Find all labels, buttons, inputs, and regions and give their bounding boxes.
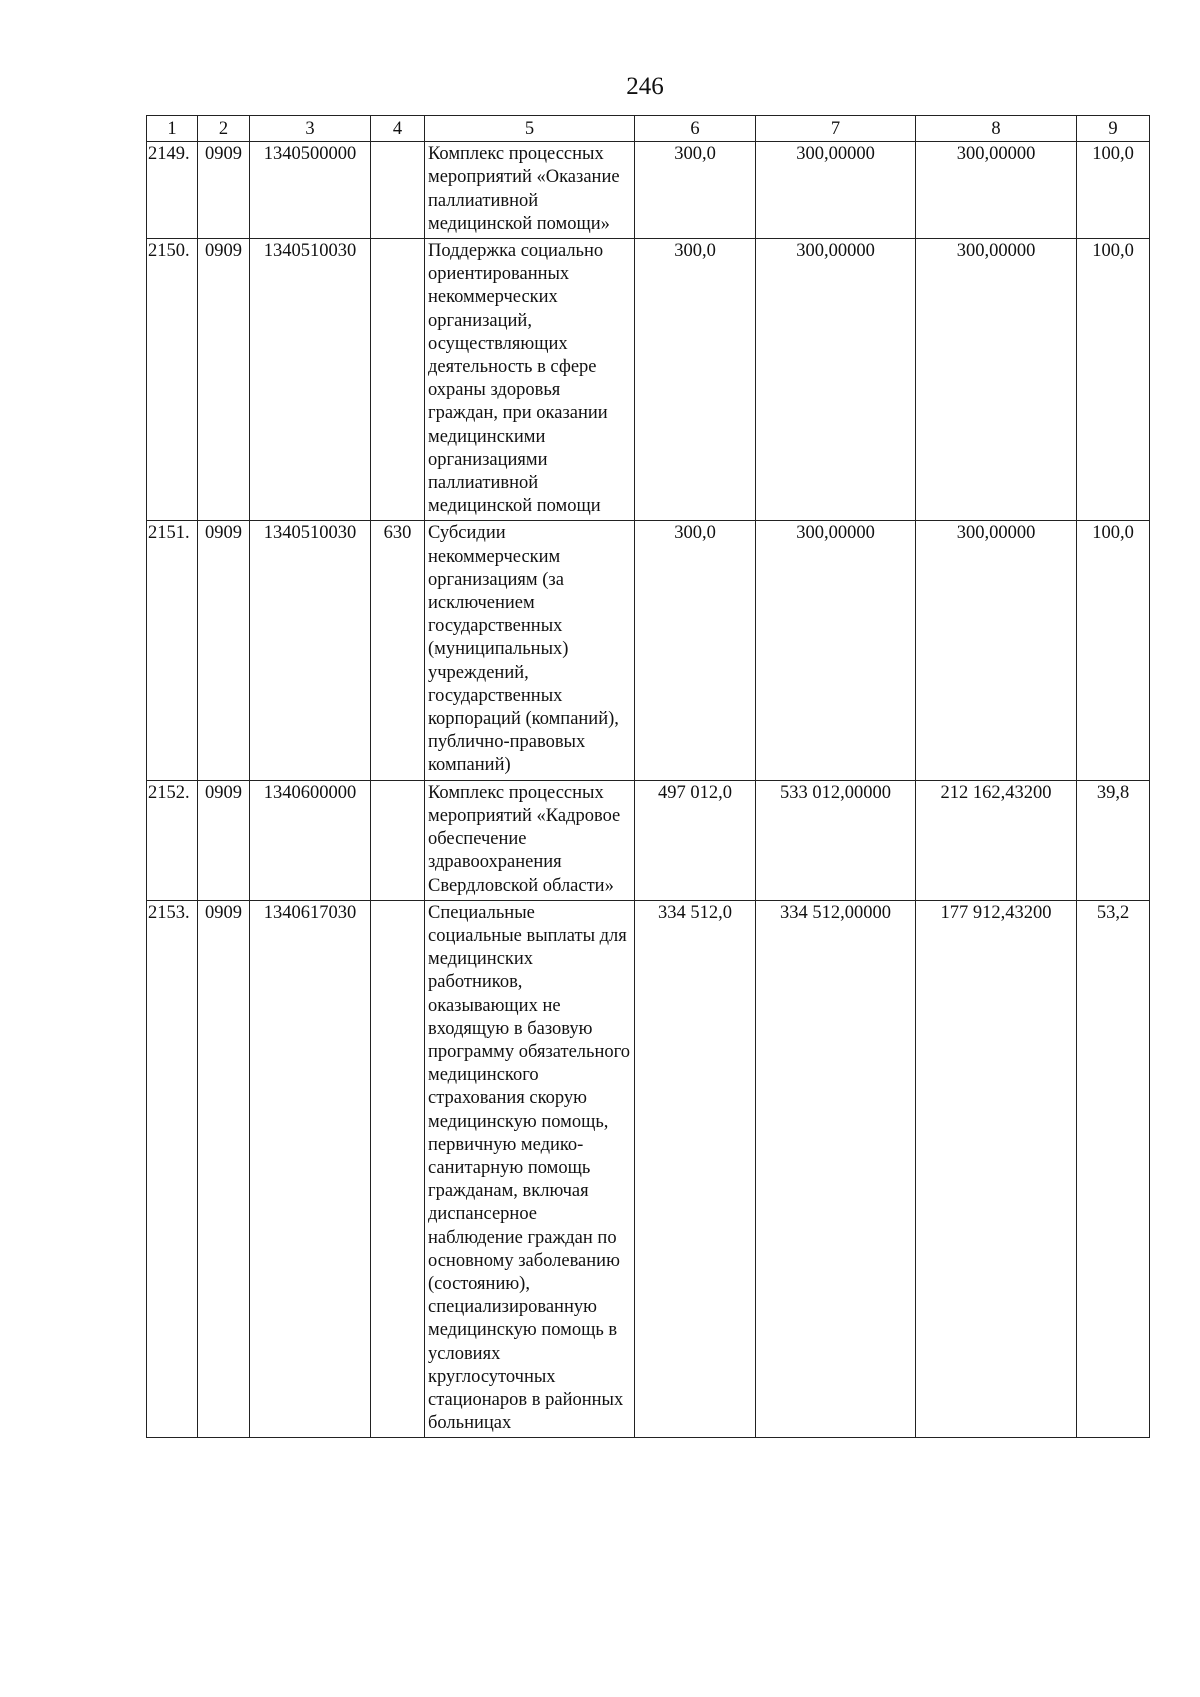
column-header-6: 6 [635, 116, 756, 142]
target-code: 1340617030 [250, 900, 371, 1438]
column-header-5: 5 [425, 116, 635, 142]
value-col6: 300,0 [635, 142, 756, 239]
column-header-4: 4 [371, 116, 425, 142]
row-number: 2152. [147, 780, 198, 900]
item-name: Комплекс процессных мероприятий «Оказание паллиативной медицинской помощи» [425, 142, 635, 239]
column-header-9: 9 [1077, 116, 1150, 142]
section-code: 0909 [198, 239, 250, 521]
item-name: Поддержка социально ориентированных некоммерческих организаций, осуществляющих деятельность в сфере охраны здоровья граждан, при оказании медицинскими организациями паллиативной медицинской помощи [425, 239, 635, 521]
value-col6: 300,0 [635, 239, 756, 521]
value-col9: 100,0 [1077, 521, 1150, 780]
value-col6: 300,0 [635, 521, 756, 780]
value-col6: 334 512,0 [635, 900, 756, 1438]
expense-kind-code [371, 142, 425, 239]
value-col6: 497 012,0 [635, 780, 756, 900]
row-number: 2150. [147, 239, 198, 521]
table-row [147, 521, 1150, 780]
expense-kind-code [371, 780, 425, 900]
table-row [147, 900, 1150, 1438]
value-col7: 300,00000 [756, 239, 916, 521]
expense-kind-code: 630 [371, 521, 425, 780]
column-header-1: 1 [147, 116, 198, 142]
item-name: Комплекс процессных мероприятий «Кадровое обеспечение здравоохранения Свердловской области» [425, 780, 635, 900]
value-col9: 53,2 [1077, 900, 1150, 1438]
row-number: 2151. [147, 521, 198, 780]
target-code: 1340510030 [250, 239, 371, 521]
value-col8: 177 912,43200 [916, 900, 1077, 1438]
row-number: 2153. [147, 900, 198, 1438]
table-row [147, 239, 1150, 521]
item-name: Субсидии некоммерческим организациям (за исключением государственных (муниципальных) учреждений, государственных корпораций (компаний), публично-правовых компаний) [425, 521, 635, 780]
table-row [147, 780, 1150, 900]
section-code: 0909 [198, 521, 250, 780]
target-code: 1340500000 [250, 142, 371, 239]
column-header-8: 8 [916, 116, 1077, 142]
column-header-2: 2 [198, 116, 250, 142]
value-col7: 300,00000 [756, 142, 916, 239]
value-col8: 300,00000 [916, 239, 1077, 521]
expense-kind-code [371, 900, 425, 1438]
target-code: 1340510030 [250, 521, 371, 780]
value-col8: 300,00000 [916, 142, 1077, 239]
table-header-row [147, 116, 1150, 142]
column-header-7: 7 [756, 116, 916, 142]
value-col7: 300,00000 [756, 521, 916, 780]
value-col9: 100,0 [1077, 239, 1150, 521]
column-header-3: 3 [250, 116, 371, 142]
table-row [147, 142, 1150, 239]
item-name: Специальные социальные выплаты для медицинских работников, оказывающих не входящую в базовую программу обязательного медицинского страхования скорую медицинскую помощь, первичную медико-санитарную помощь гражданам, включая диспансерное наблюдение граждан по основному заболеванию (состоянию), специализированную медицинскую помощь в условиях круглосуточных стационаров в районных больницах [425, 900, 635, 1438]
value-col7: 533 012,00000 [756, 780, 916, 900]
value-col8: 300,00000 [916, 521, 1077, 780]
row-number: 2149. [147, 142, 198, 239]
value-col9: 39,8 [1077, 780, 1150, 900]
target-code: 1340600000 [250, 780, 371, 900]
page-number: 246 [626, 73, 664, 100]
value-col7: 334 512,00000 [756, 900, 916, 1438]
budget-table [146, 115, 1150, 1438]
expense-kind-code [371, 239, 425, 521]
section-code: 0909 [198, 900, 250, 1438]
value-col8: 212 162,43200 [916, 780, 1077, 900]
section-code: 0909 [198, 780, 250, 900]
section-code: 0909 [198, 142, 250, 239]
value-col9: 100,0 [1077, 142, 1150, 239]
